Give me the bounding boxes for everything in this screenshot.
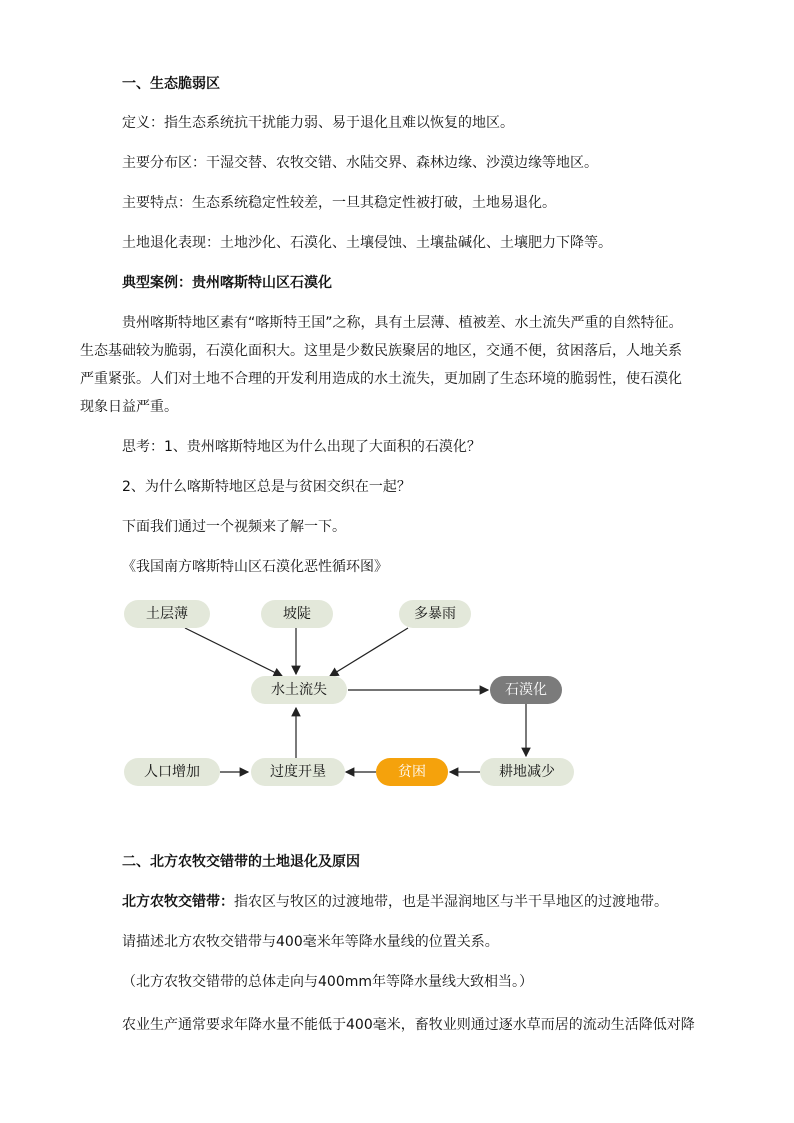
node-heavy-rain: 多暴雨 <box>399 600 471 628</box>
node-over-reclamation: 过度开垦 <box>251 758 345 786</box>
node-population-growth: 人口增加 <box>124 758 220 786</box>
section-2-question: 请描述北方农牧交错带与400毫米年等降水量线的位置关系。 <box>122 934 499 950</box>
node-steep-slope: 坡陡 <box>261 600 333 628</box>
section-2-definition-label: 北方农牧交错带： <box>122 894 234 910</box>
features-line: 主要特点：生态系统稳定性较差，一旦其稳定性被打破，土地易退化。 <box>122 195 556 211</box>
video-intro: 下面我们通过一个视频来了解一下。 <box>122 519 346 535</box>
think-question-2: 2、为什么喀斯特地区总是与贫困交织在一起？ <box>122 479 411 495</box>
section-2-definition-text: 指农区与牧区的过渡地带，也是半湿润地区与半干旱地区的过渡地带。 <box>234 894 668 910</box>
definition-line: 定义：指生态系统抗干扰能力弱、易于退化且难以恢复的地区。 <box>122 115 514 131</box>
node-rocky-desertification: 石漠化 <box>490 676 562 704</box>
case-paragraph-line: 生态基础较为脆弱，石漠化面积大。这里是少数民族聚居的地区，交通不便，贫困落后，人地关系 <box>80 343 682 359</box>
case-heading: 典型案例：贵州喀斯特山区石漠化 <box>122 275 332 291</box>
case-paragraph-line: 严重紧张。人们对土地不合理的开发利用造成的水土流失，更加剧了生态环境的脆弱性，使石漠化 <box>80 371 682 387</box>
section-2-answer: （北方农牧交错带的总体走向与400mm年等降水量线大致相当。） <box>122 974 533 990</box>
distribution-line: 主要分布区：干湿交替、农牧交错、水陆交界、森林边缘、沙漠边缘等地区。 <box>122 155 598 171</box>
section-1-heading: 一、生态脆弱区 <box>122 76 220 92</box>
section-2-heading: 二、北方农牧交错带的土地退化及原因 <box>122 854 360 870</box>
node-thin-soil: 土层薄 <box>124 600 210 628</box>
node-soil-erosion: 水土流失 <box>251 676 347 704</box>
case-paragraph-line: 贵州喀斯特地区素有“喀斯特王国”之称，具有土层薄、植被差、水土流失严重的自然特征。 <box>122 315 683 331</box>
node-farmland-reduction: 耕地减少 <box>480 758 574 786</box>
diagram-title: 《我国南方喀斯特山区石漠化恶性循环图》 <box>122 559 388 575</box>
think-question-1: 思考：1、贵州喀斯特地区为什么出现了大面积的石漠化？ <box>122 439 481 455</box>
arrow-thin-soil-to-erosion <box>185 628 282 676</box>
rocky-desertification-cycle-diagram <box>110 590 590 800</box>
case-paragraph-line: 现象日益严重。 <box>80 399 178 415</box>
section-2-definition <box>122 892 668 912</box>
node-poverty: 贫困 <box>376 758 448 786</box>
degradation-line: 土地退化表现：土地沙化、石漠化、土壤侵蚀、土壤盐碱化、土壤肥力下降等。 <box>122 235 612 251</box>
arrow-rain-to-erosion <box>330 628 408 676</box>
section-2-last-line: 农业生产通常要求年降水量不能低于400毫米，畜牧业则通过逐水草而居的流动生活降低对降 <box>122 1017 695 1033</box>
